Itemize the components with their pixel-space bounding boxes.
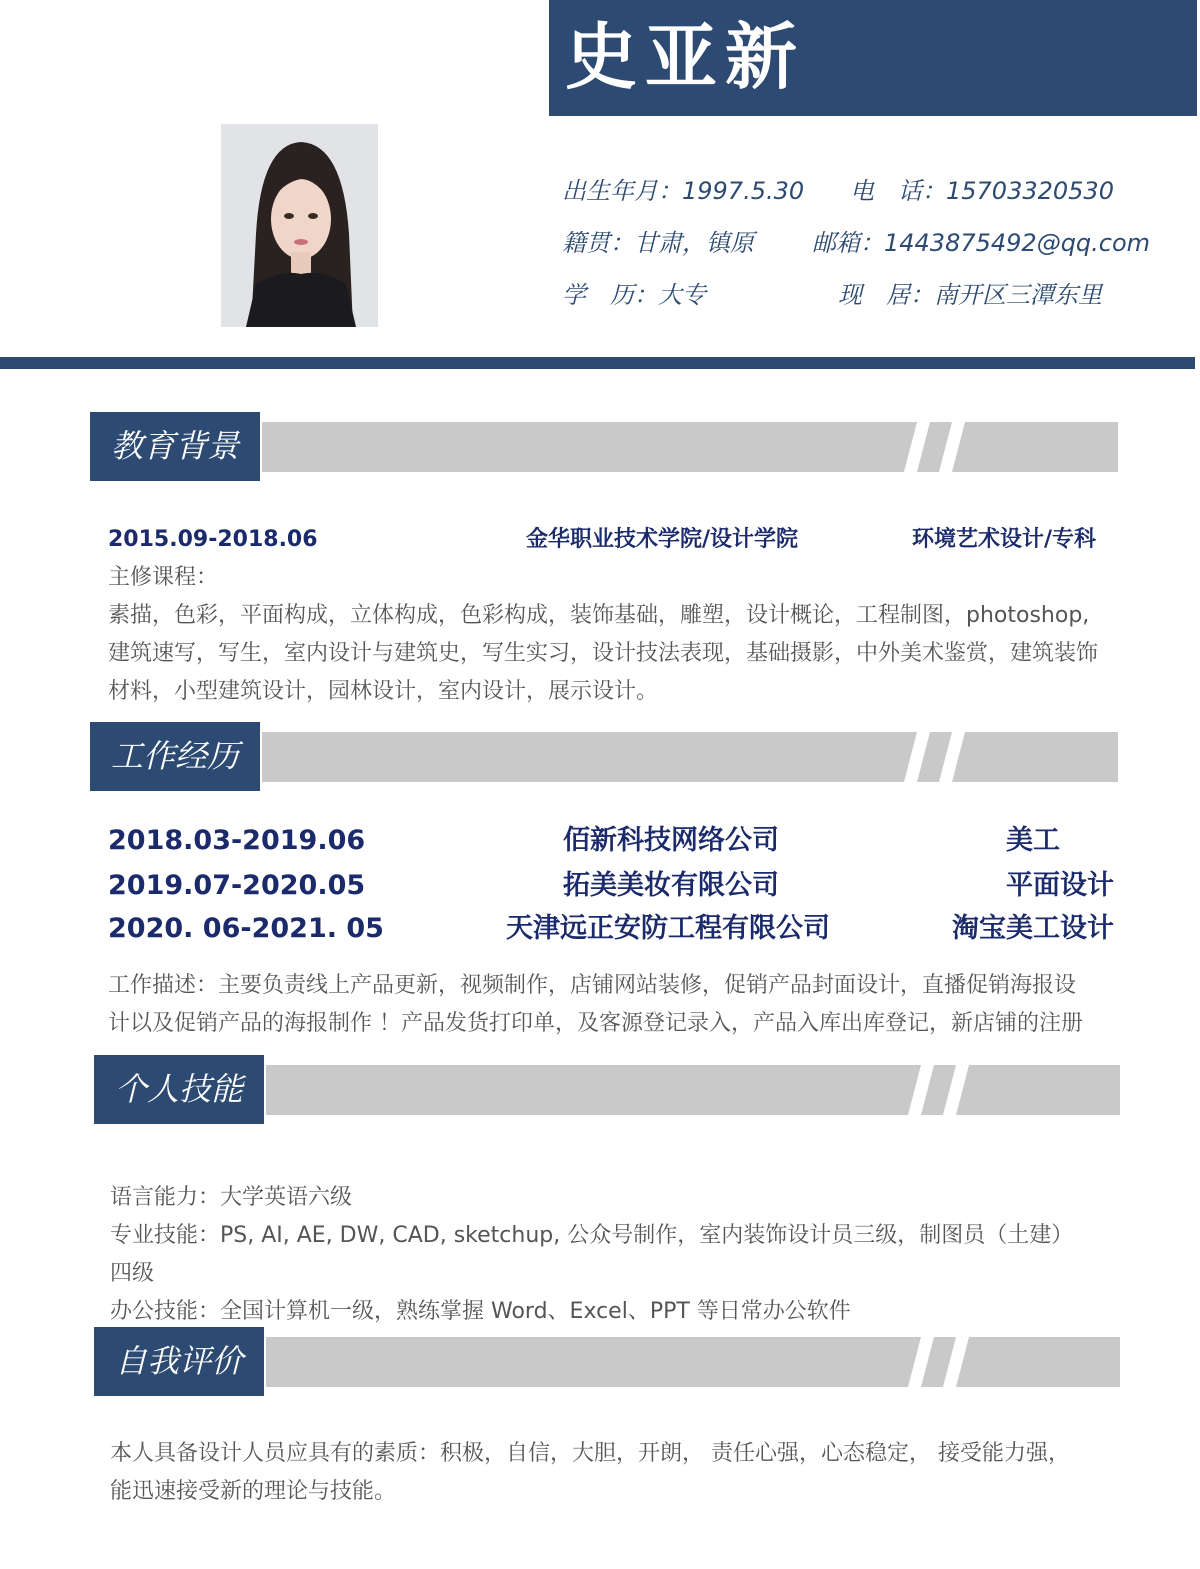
skill-professional-cont: 四级 xyxy=(110,1261,155,1286)
section-bar-evaluation xyxy=(266,1337,1120,1387)
section-label-box xyxy=(94,1055,264,1124)
section-label-box xyxy=(90,412,260,481)
skill-professional: 专业技能：PS, AI, AE, DW, CAD, sketchup, 公众号制作，室内装饰设计员三级，制图员（土建） xyxy=(110,1223,1074,1248)
job-company: 天津远正安防工程有限公司 xyxy=(506,913,830,944)
section-header-education xyxy=(90,412,260,481)
candidate-name: 史亚新 xyxy=(565,15,806,99)
job-company: 佰新科技网络公司 xyxy=(563,825,779,856)
section-header-evaluation xyxy=(94,1327,264,1396)
work-description-line: 工作描述：主要负责线上产品更新，视频制作，店铺网站装修，促销产品封面设计，直播促销海报设 xyxy=(108,973,1077,998)
job-role: 淘宝美工设计 xyxy=(952,913,1114,944)
section-bar-education xyxy=(262,422,1118,472)
evaluation-line: 本人具备设计人员应具有的素质：积极，自信，大胆，开朗， 责任心强，心态稳定， 接受能力强， xyxy=(110,1441,1070,1466)
courses-line: 材料，小型建筑设计，园林设计，室内设计，展示设计。 xyxy=(108,679,659,704)
phone-number: 电 话：15703320530 xyxy=(850,177,1114,205)
job-period: 2020. 06-2021. 05 xyxy=(108,913,384,944)
native-place: 籍贯：甘肃，镇原 xyxy=(562,229,754,257)
edu-school: 金华职业技术学院/设计学院 xyxy=(526,527,799,552)
section-label-box xyxy=(94,1327,264,1396)
skill-office: 办公技能：全国计算机一级，熟练掌握 Word、Excel、PPT 等日常办公软件 xyxy=(110,1299,851,1324)
work-description-line: 计以及促销产品的海报制作 ！产品发货打印单，及客源登记录入，产品入库出库登记，新店铺的注册 xyxy=(108,1011,1083,1036)
evaluation-line: 能迅速接受新的理论与技能。 xyxy=(110,1479,397,1504)
job-period: 2019.07-2020.05 xyxy=(108,870,366,901)
job-period: 2018.03-2019.06 xyxy=(108,825,366,856)
job-company: 拓美美妆有限公司 xyxy=(563,870,779,901)
section-title: 个人技能 xyxy=(114,1070,243,1108)
profile-photo xyxy=(221,124,378,327)
edu-major: 环境艺术设计/专科 xyxy=(912,527,1097,552)
residence: 现 居：南开区三潭东里 xyxy=(838,281,1102,309)
courses-line: 建筑速写，写生，室内设计与建筑史，写生实习，设计技法表现，基础摄影，中外美术鉴赏，建筑装饰 xyxy=(108,641,1099,666)
edu-period: 2015.09-2018.06 xyxy=(108,527,318,552)
section-title: 工作经历 xyxy=(110,737,239,775)
section-header-skills xyxy=(94,1055,264,1124)
section-title: 教育背景 xyxy=(110,427,239,465)
courses-label: 主修课程： xyxy=(108,565,219,590)
email-address: 邮箱：1443875492@qq.com xyxy=(812,229,1151,257)
job-role: 美工 xyxy=(1006,825,1060,856)
section-title: 自我评价 xyxy=(114,1342,243,1380)
header-divider xyxy=(0,357,1195,369)
birth-date: 出生年月：1997.5.30 xyxy=(562,177,805,205)
section-bar-skills xyxy=(266,1065,1120,1115)
section-header-work xyxy=(90,722,260,791)
courses-line: 素描，色彩，平面构成，立体构成，色彩构成，装饰基础，雕塑，设计概论，工程制图，photoshop, xyxy=(108,603,1090,628)
skill-language: 语言能力：大学英语六级 xyxy=(110,1185,353,1210)
section-label-box xyxy=(90,722,260,791)
education-level: 学 历：大专 xyxy=(562,281,706,309)
section-bar-work xyxy=(262,732,1118,782)
job-role: 平面设计 xyxy=(1006,870,1114,901)
